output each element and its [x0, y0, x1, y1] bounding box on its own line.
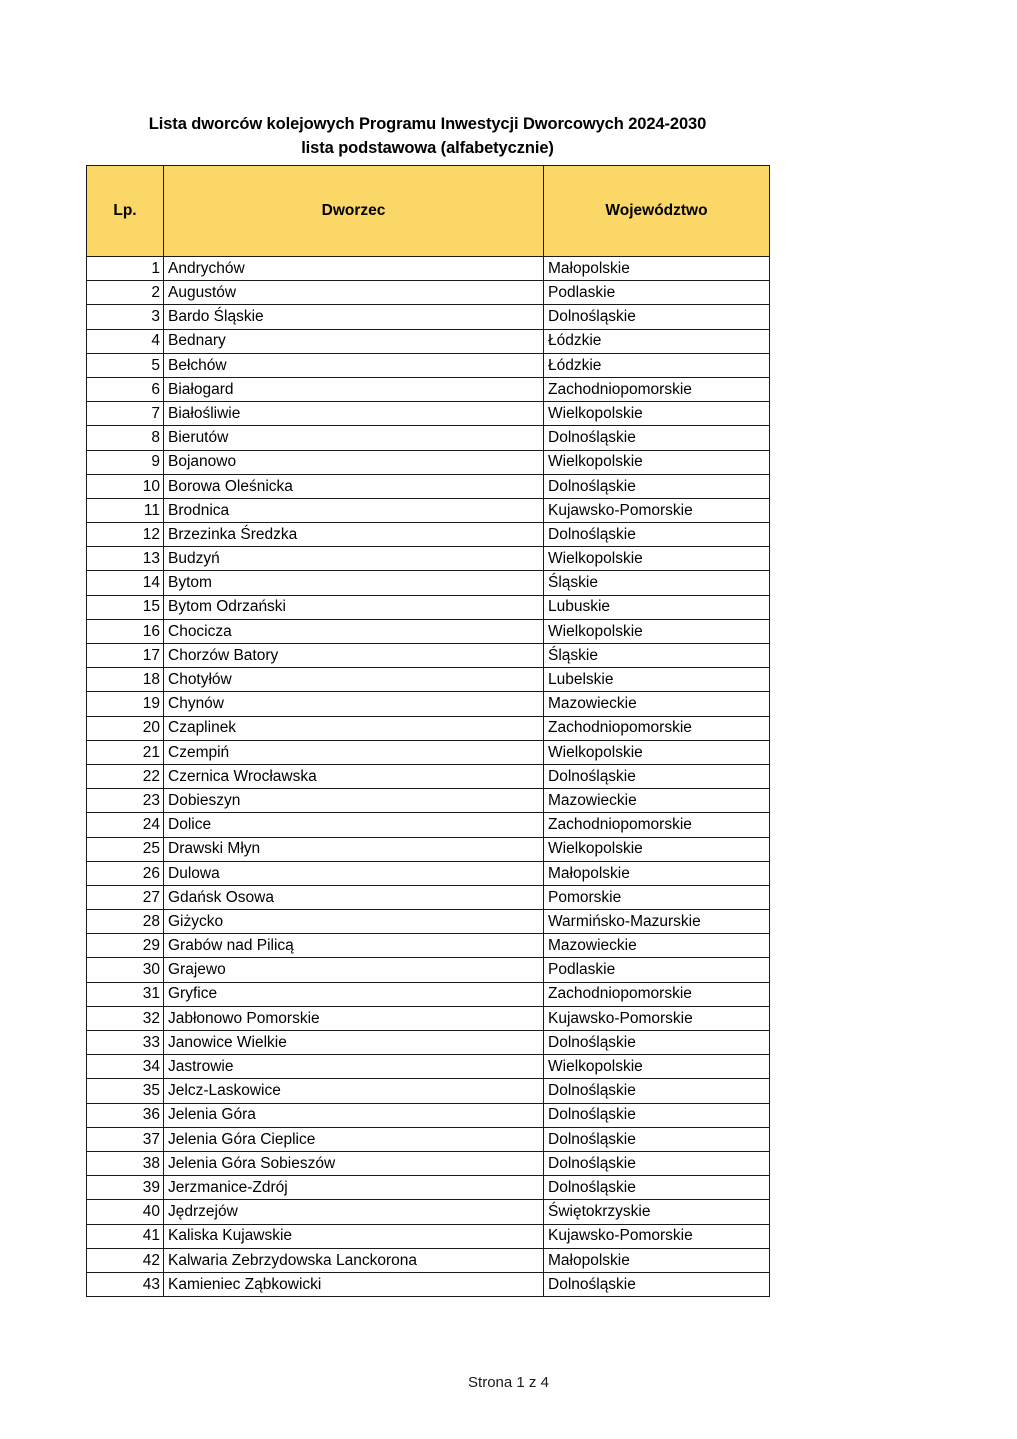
cell-lp: 34: [87, 1055, 164, 1079]
cell-lp: 36: [87, 1103, 164, 1127]
cell-wojewodztwo: Mazowieckie: [544, 789, 770, 813]
table-row: [87, 1151, 770, 1175]
cell-wojewodztwo: Śląskie: [544, 571, 770, 595]
document-title-block: [86, 112, 769, 160]
cell-lp: 17: [87, 644, 164, 668]
document-title: Lista dworców kolejowych Programu Inwestycji Dworcowych 2024-2030: [148, 115, 707, 133]
cell-lp: 28: [87, 910, 164, 934]
cell-wojewodztwo: Dolnośląskie: [544, 1272, 770, 1296]
cell-wojewodztwo: Lubuskie: [544, 595, 770, 619]
cell-lp: 29: [87, 934, 164, 958]
cell-wojewodztwo: Dolnośląskie: [544, 1151, 770, 1175]
cell-wojewodztwo: Wielkopolskie: [544, 1055, 770, 1079]
table-row: [87, 1127, 770, 1151]
cell-dworzec: Jelenia Góra Cieplice: [164, 1127, 544, 1151]
table-row: [87, 1055, 770, 1079]
cell-lp: 33: [87, 1031, 164, 1055]
cell-lp: 27: [87, 885, 164, 909]
cell-dworzec: Giżycko: [164, 910, 544, 934]
cell-lp: 11: [87, 498, 164, 522]
cell-dworzec: Andrychów: [164, 257, 544, 281]
cell-lp: 41: [87, 1224, 164, 1248]
table-row: [87, 474, 770, 498]
cell-dworzec: Czempiń: [164, 740, 544, 764]
cell-lp: 43: [87, 1272, 164, 1296]
cell-lp: 7: [87, 402, 164, 426]
cell-wojewodztwo: Warmińsko-Mazurskie: [544, 910, 770, 934]
table-row: [87, 402, 770, 426]
column-header-lp: Lp.: [87, 166, 164, 257]
stations-table-container: [86, 165, 769, 1297]
cell-dworzec: Jerzmanice-Zdrój: [164, 1176, 544, 1200]
cell-dworzec: Kaliska Kujawskie: [164, 1224, 544, 1248]
cell-lp: 4: [87, 329, 164, 353]
cell-wojewodztwo: Pomorskie: [544, 885, 770, 909]
table-row: [87, 934, 770, 958]
page-footer: Strona 1 z 4: [468, 1374, 549, 1391]
cell-wojewodztwo: Dolnośląskie: [544, 1176, 770, 1200]
cell-dworzec: Brodnica: [164, 498, 544, 522]
stations-table: [86, 165, 770, 1297]
cell-dworzec: Bierutów: [164, 426, 544, 450]
cell-lp: 8: [87, 426, 164, 450]
column-header-dworzec: Dworzec: [164, 166, 544, 257]
cell-dworzec: Chocicza: [164, 619, 544, 643]
table-row: [87, 329, 770, 353]
cell-wojewodztwo: Łódzkie: [544, 353, 770, 377]
cell-dworzec: Jastrowie: [164, 1055, 544, 1079]
cell-lp: 9: [87, 450, 164, 474]
table-row: [87, 498, 770, 522]
table-row: [87, 692, 770, 716]
cell-lp: 32: [87, 1006, 164, 1030]
table-row: [87, 523, 770, 547]
table-row: [87, 716, 770, 740]
cell-dworzec: Czaplinek: [164, 716, 544, 740]
table-row: [87, 257, 770, 281]
table-row: [87, 377, 770, 401]
table-row: [87, 958, 770, 982]
cell-wojewodztwo: Dolnośląskie: [544, 1127, 770, 1151]
cell-lp: 10: [87, 474, 164, 498]
cell-lp: 12: [87, 523, 164, 547]
table-row: [87, 813, 770, 837]
table-row: [87, 305, 770, 329]
cell-wojewodztwo: Kujawsko-Pomorskie: [544, 1006, 770, 1030]
cell-dworzec: Chynów: [164, 692, 544, 716]
cell-lp: 2: [87, 281, 164, 305]
table-row: [87, 1006, 770, 1030]
cell-wojewodztwo: Małopolskie: [544, 861, 770, 885]
table-row: [87, 1176, 770, 1200]
cell-wojewodztwo: Śląskie: [544, 644, 770, 668]
cell-lp: 16: [87, 619, 164, 643]
cell-wojewodztwo: Dolnośląskie: [544, 1103, 770, 1127]
cell-dworzec: Bojanowo: [164, 450, 544, 474]
cell-dworzec: Bytom: [164, 571, 544, 595]
cell-wojewodztwo: Zachodniopomorskie: [544, 982, 770, 1006]
cell-wojewodztwo: Mazowieckie: [544, 692, 770, 716]
cell-lp: 19: [87, 692, 164, 716]
cell-wojewodztwo: Zachodniopomorskie: [544, 813, 770, 837]
table-row: [87, 982, 770, 1006]
cell-dworzec: Budzyń: [164, 547, 544, 571]
table-row: [87, 764, 770, 788]
cell-dworzec: Białogard: [164, 377, 544, 401]
table-row: [87, 740, 770, 764]
table-header-row: [87, 166, 770, 257]
table-row: [87, 595, 770, 619]
table-header: [87, 166, 770, 257]
cell-dworzec: Grajewo: [164, 958, 544, 982]
table-row: [87, 281, 770, 305]
table-row: [87, 861, 770, 885]
table-row: [87, 668, 770, 692]
cell-wojewodztwo: Dolnośląskie: [544, 764, 770, 788]
cell-lp: 35: [87, 1079, 164, 1103]
table-row: [87, 1079, 770, 1103]
cell-dworzec: Bełchów: [164, 353, 544, 377]
cell-lp: 42: [87, 1248, 164, 1272]
cell-wojewodztwo: Dolnośląskie: [544, 1079, 770, 1103]
cell-lp: 25: [87, 837, 164, 861]
document-subtitle: lista podstawowa (alfabetycznie): [301, 139, 554, 157]
cell-wojewodztwo: Podlaskie: [544, 958, 770, 982]
cell-lp: 14: [87, 571, 164, 595]
cell-dworzec: Gryfice: [164, 982, 544, 1006]
cell-dworzec: Drawski Młyn: [164, 837, 544, 861]
cell-dworzec: Jelcz-Laskowice: [164, 1079, 544, 1103]
cell-wojewodztwo: Dolnośląskie: [544, 474, 770, 498]
table-row: [87, 885, 770, 909]
cell-dworzec: Jelenia Góra: [164, 1103, 544, 1127]
cell-dworzec: Bednary: [164, 329, 544, 353]
cell-lp: 39: [87, 1176, 164, 1200]
cell-lp: 3: [87, 305, 164, 329]
cell-dworzec: Bardo Śląskie: [164, 305, 544, 329]
table-row: [87, 426, 770, 450]
cell-lp: 31: [87, 982, 164, 1006]
cell-lp: 22: [87, 764, 164, 788]
cell-wojewodztwo: Wielkopolskie: [544, 619, 770, 643]
cell-dworzec: Dobieszyn: [164, 789, 544, 813]
table-row: [87, 1224, 770, 1248]
cell-dworzec: Kamieniec Ząbkowicki: [164, 1272, 544, 1296]
cell-dworzec: Jędrzejów: [164, 1200, 544, 1224]
table-row: [87, 1103, 770, 1127]
cell-wojewodztwo: Lubelskie: [544, 668, 770, 692]
cell-wojewodztwo: Wielkopolskie: [544, 402, 770, 426]
table-row: [87, 789, 770, 813]
cell-lp: 30: [87, 958, 164, 982]
cell-dworzec: Jelenia Góra Sobieszów: [164, 1151, 544, 1175]
cell-wojewodztwo: Zachodniopomorskie: [544, 716, 770, 740]
cell-wojewodztwo: Dolnośląskie: [544, 305, 770, 329]
cell-lp: 26: [87, 861, 164, 885]
cell-lp: 38: [87, 1151, 164, 1175]
cell-lp: 1: [87, 257, 164, 281]
cell-lp: 13: [87, 547, 164, 571]
cell-wojewodztwo: Zachodniopomorskie: [544, 377, 770, 401]
table-row: [87, 547, 770, 571]
cell-lp: 24: [87, 813, 164, 837]
cell-lp: 15: [87, 595, 164, 619]
cell-dworzec: Borowa Oleśnicka: [164, 474, 544, 498]
table-row: [87, 1272, 770, 1296]
cell-dworzec: Czernica Wrocławska: [164, 764, 544, 788]
cell-wojewodztwo: Świętokrzyskie: [544, 1200, 770, 1224]
cell-wojewodztwo: Mazowieckie: [544, 934, 770, 958]
cell-wojewodztwo: Dolnośląskie: [544, 426, 770, 450]
cell-dworzec: Białośliwie: [164, 402, 544, 426]
cell-wojewodztwo: Dolnośląskie: [544, 1031, 770, 1055]
cell-dworzec: Kalwaria Zebrzydowska Lanckorona: [164, 1248, 544, 1272]
cell-dworzec: Dulowa: [164, 861, 544, 885]
cell-dworzec: Gdańsk Osowa: [164, 885, 544, 909]
cell-lp: 23: [87, 789, 164, 813]
table-row: [87, 837, 770, 861]
table-body: [87, 257, 770, 1297]
cell-wojewodztwo: Wielkopolskie: [544, 450, 770, 474]
cell-lp: 5: [87, 353, 164, 377]
cell-lp: 21: [87, 740, 164, 764]
cell-lp: 6: [87, 377, 164, 401]
cell-wojewodztwo: Wielkopolskie: [544, 547, 770, 571]
table-row: [87, 910, 770, 934]
table-row: [87, 353, 770, 377]
cell-wojewodztwo: Wielkopolskie: [544, 837, 770, 861]
cell-dworzec: Brzezinka Średzka: [164, 523, 544, 547]
table-row: [87, 1200, 770, 1224]
cell-dworzec: Janowice Wielkie: [164, 1031, 544, 1055]
table-row: [87, 1031, 770, 1055]
cell-wojewodztwo: Kujawsko-Pomorskie: [544, 498, 770, 522]
table-row: [87, 450, 770, 474]
cell-lp: 20: [87, 716, 164, 740]
cell-wojewodztwo: Dolnośląskie: [544, 523, 770, 547]
table-row: [87, 644, 770, 668]
cell-dworzec: Chotyłów: [164, 668, 544, 692]
cell-dworzec: Chorzów Batory: [164, 644, 544, 668]
column-header-wojewodztwo: Województwo: [544, 166, 770, 257]
cell-dworzec: Dolice: [164, 813, 544, 837]
cell-lp: 18: [87, 668, 164, 692]
cell-lp: 37: [87, 1127, 164, 1151]
cell-lp: 40: [87, 1200, 164, 1224]
cell-wojewodztwo: Wielkopolskie: [544, 740, 770, 764]
cell-wojewodztwo: Małopolskie: [544, 1248, 770, 1272]
cell-wojewodztwo: Łódzkie: [544, 329, 770, 353]
table-row: [87, 1248, 770, 1272]
cell-wojewodztwo: Podlaskie: [544, 281, 770, 305]
cell-wojewodztwo: Kujawsko-Pomorskie: [544, 1224, 770, 1248]
table-row: [87, 571, 770, 595]
cell-wojewodztwo: Małopolskie: [544, 257, 770, 281]
cell-dworzec: Augustów: [164, 281, 544, 305]
cell-dworzec: Bytom Odrzański: [164, 595, 544, 619]
table-row: [87, 619, 770, 643]
cell-dworzec: Grabów nad Pilicą: [164, 934, 544, 958]
cell-dworzec: Jabłonowo Pomorskie: [164, 1006, 544, 1030]
